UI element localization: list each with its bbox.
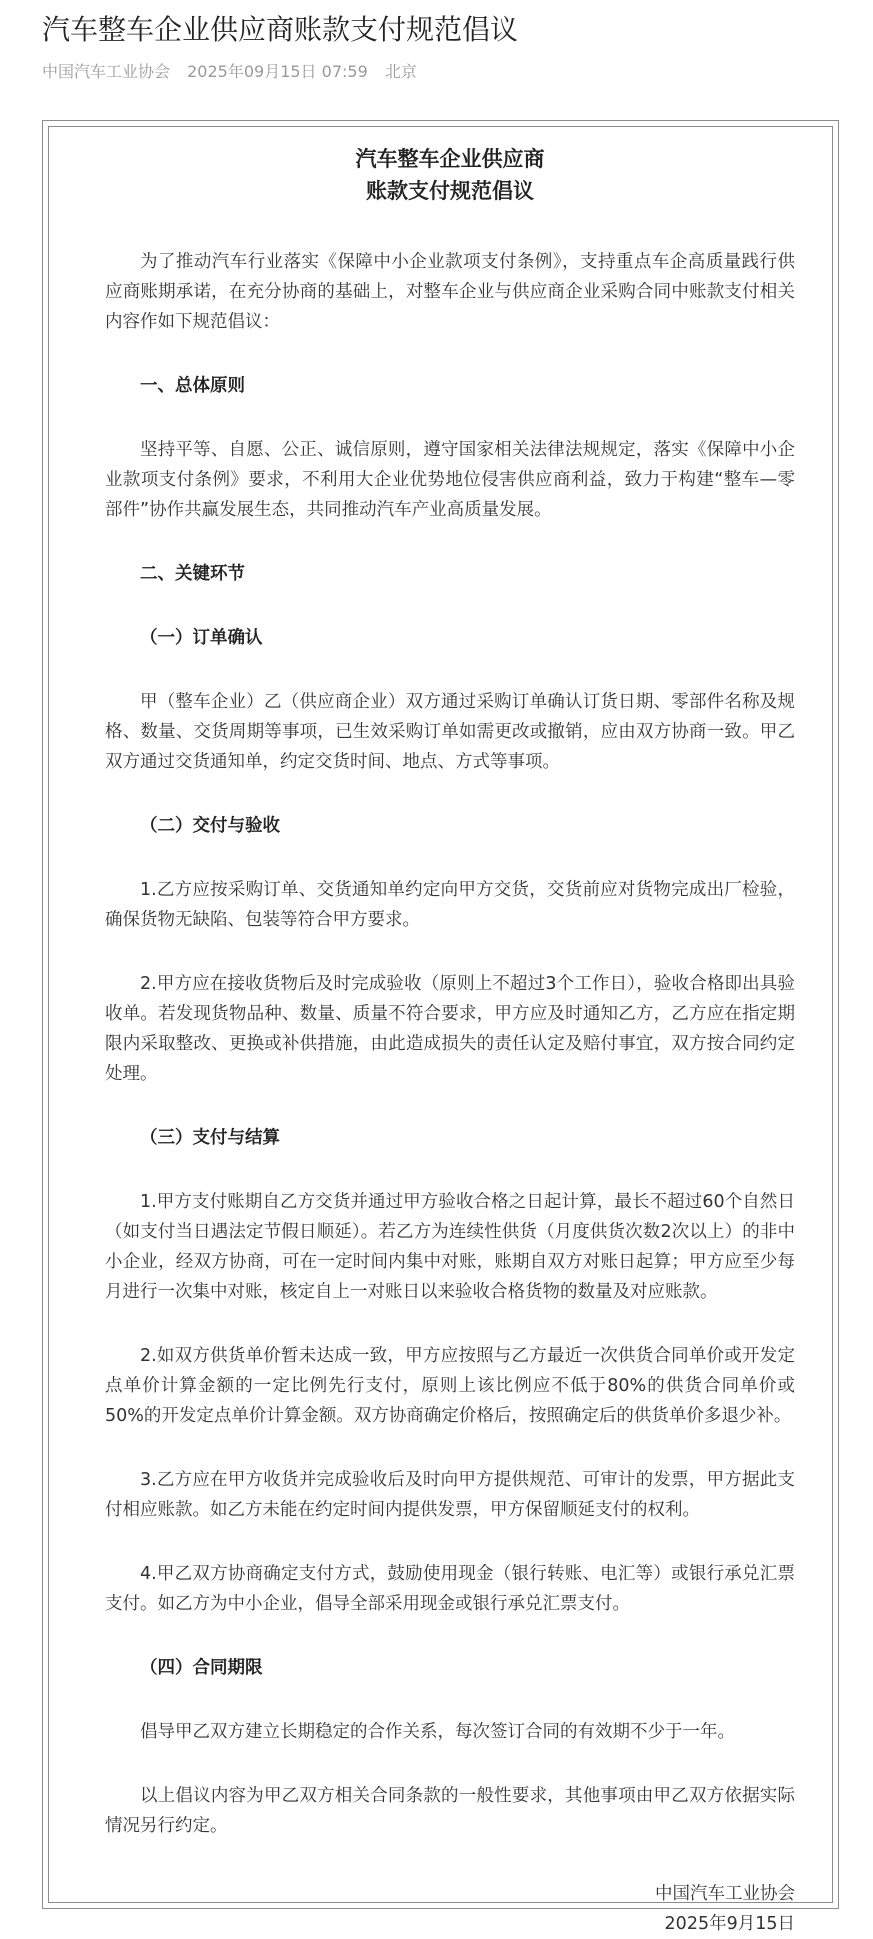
subsection1-paragraph: 甲（整车企业）乙（供应商企业）双方通过采购订单确认订货日期、零部件名称及规格、数量、交货周期等事项，已生效采购订单如需更改或撤销，应由双方协商一致。甲乙双方通过交货通知单，约定交货时间、地点、方式等事项。 xyxy=(105,692,795,772)
section1-heading: 一、总体原则 xyxy=(140,376,245,396)
subsection2-item2: 2.甲方应在接收货物后及时完成验收（原则上不超过3个工作日），验收合格即出具验收单。若发现货物品种、数量、质量不符合要求，甲方应及时通知乙方，乙方应在指定期限内采取整改、更换或补供措施，由此造成损失的责任认定及赔付事宜，双方按合同约定处理。 xyxy=(105,974,795,1084)
subsection3-item4: 4.甲乙双方协商确定支付方式，鼓励使用现金（银行转账、电汇等）或银行承兑汇票支付。如乙方为中小企业，倡导全部采用现金或银行承兑汇票支付。 xyxy=(105,1564,795,1614)
document-title-line2: 账款支付规范倡议 xyxy=(366,179,534,203)
document-content xyxy=(105,143,795,1939)
intro-paragraph: 为了推动汽车行业落实《保障中小企业款项支付条例》，支持重点车企高质量践行供应商账期承诺，在充分协商的基础上，对整车企业与供应商企业采购合同中账款支付相关内容作如下规范倡议： xyxy=(105,252,795,332)
signature-block xyxy=(105,1879,795,1939)
section2-heading: 二、关键环节 xyxy=(140,564,245,584)
subsection3-heading: （三）支付与结算 xyxy=(140,1128,280,1148)
location-label: 北京 xyxy=(384,62,417,81)
subsection1-heading: （一）订单确认 xyxy=(140,628,263,648)
document-frame xyxy=(42,120,839,1934)
subsection4-paragraph: 倡导甲乙双方建立长期稳定的合作关系，每次签订合同的有效期不少于一年。 xyxy=(140,1722,735,1742)
closing-paragraph: 以上倡议内容为甲乙双方相关合同条款的一般性要求，其他事项由甲乙双方依据实际情况另行约定。 xyxy=(105,1786,795,1836)
article-meta xyxy=(42,60,429,84)
source-label[interactable]: 中国汽车工业协会 xyxy=(42,62,171,81)
document-title-line1: 汽车整车企业供应商 xyxy=(355,147,545,171)
page-title: 汽车整车企业供应商账款支付规范倡议 xyxy=(42,13,519,46)
subsection2-item1: 1.乙方应按采购订单、交货通知单约定向甲方交货，交货前应对货物完成出厂检验，确保货物无缺陷、包装等符合甲方要求。 xyxy=(105,880,795,930)
section1-paragraph: 坚持平等、自愿、公正、诚信原则，遵守国家相关法律法规规定，落实《保障中小企业款项支付条例》要求，不利用大企业优势地位侵害供应商利益，致力于构建“整车—零部件”协作共赢发展生态，共同推动汽车产业高质量发展。 xyxy=(105,440,795,520)
subsection3-item2: 2.如双方供货单价暂未达成一致，甲方应按照与乙方最近一次供货合同单价或开发定点单价计算金额的一定比例先行支付，原则上该比例应不低于80%的供货合同单价或50%的开发定点单价计算金额。双方协商确定价格后，按照确定后的供货单价多退少补。 xyxy=(105,1346,795,1426)
signature-date: 2025年9月15日 xyxy=(664,1914,795,1934)
subsection3-item1: 1.甲方支付账期自乙方交货并通过甲方验收合格之日起计算，最长不超过60个自然日（如支付当日遇法定节假日顺延）。若乙方为连续性供货（月度供货次数2次以上）的非中小企业，经双方协商，可在一定时间内集中对账，账期自双方对账日起算；甲方应至少每月进行一次集中对账，核定自上一对账日以来验收合格货物的数量及对应账款。 xyxy=(105,1192,795,1302)
signature-org: 中国汽车工业协会 xyxy=(655,1884,795,1904)
subsection4-heading: （四）合同期限 xyxy=(140,1658,263,1678)
document-title xyxy=(105,143,795,207)
subsection2-heading: （二）交付与验收 xyxy=(140,816,280,836)
subsection3-item3: 3.乙方应在甲方收货并完成验收后及时向甲方提供规范、可审计的发票，甲方据此支付相应账款。如乙方未能在约定时间内提供发票，甲方保留顺延支付的权利。 xyxy=(105,1470,795,1520)
publish-datetime: 2025年09月15日 07:59 xyxy=(187,62,368,81)
